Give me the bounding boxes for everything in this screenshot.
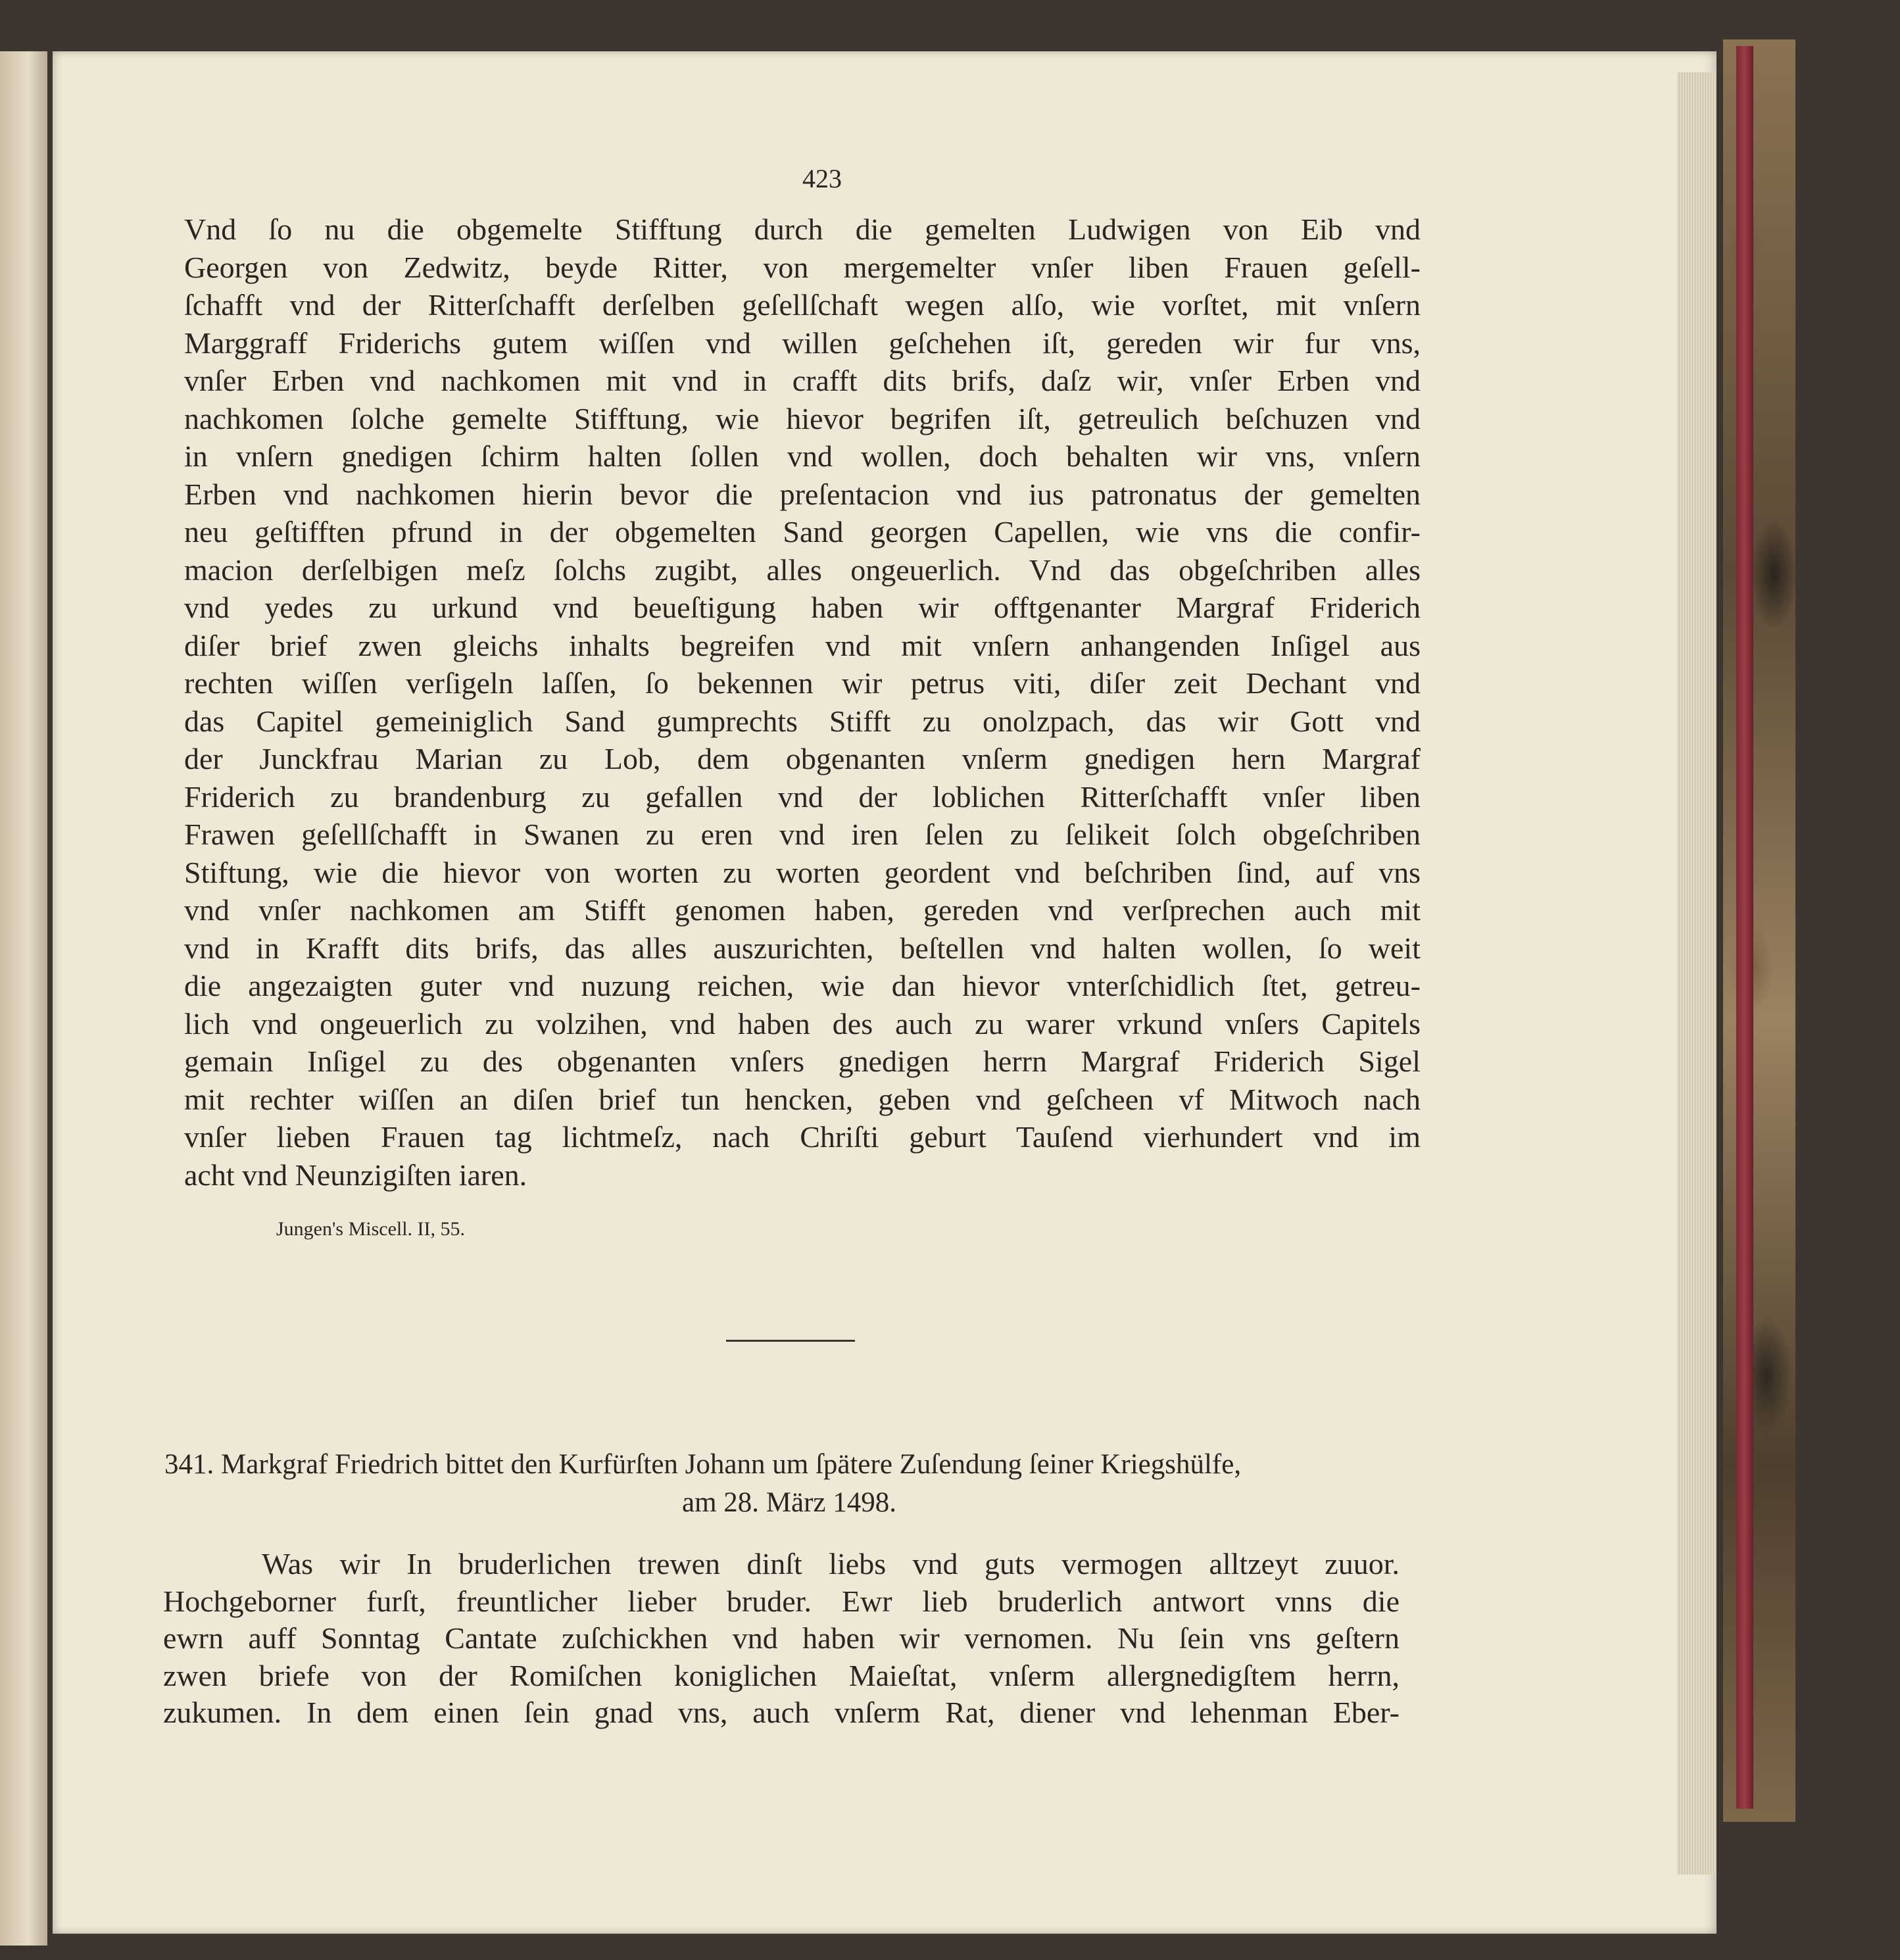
source-citation: Jungen's Miscell. II, 55. xyxy=(276,1218,466,1240)
text-line: ſchafft vnd der Ritterſchafft derſelben geſellſchaft wegen alſo, wie vorſtet, mit vnſern xyxy=(184,288,1421,322)
text-line: das Capitel gemeiniglich Sand gumprechts Stifft zu onolzpach, das wir Gott vnd xyxy=(184,704,1421,738)
text-line: Stiftung, wie die hievor von worten zu worten geordent vnd beſchriben ſind, auf vns xyxy=(184,855,1421,889)
charter-text xyxy=(184,210,1421,1194)
document-title: 341. Markgraf Friedrich bittet den Kurfürſten Johann um ſpätere Zuſendung ſeiner Kriegshülfe, xyxy=(164,1449,1242,1480)
text-line: vnd vnſer nachkomen am Stifft genomen haben, gereden vnd verſprechen auch mit xyxy=(184,893,1421,927)
text-line: Erben vnd nachkomen hierin bevor die preſentacion vnd ius patronatus der gemelten xyxy=(184,477,1421,511)
text-line: nachkomen ſolche gemelte Stifftung, wie hievor begrifen iſt, getreulich beſchuzen vnd xyxy=(184,401,1421,435)
text-line: Friderich zu brandenburg zu gefallen vnd der loblichen Ritterſchafft vnſer liben xyxy=(184,779,1421,814)
previous-page-edge xyxy=(0,51,47,1946)
text-line: lich vnd ongeuerlich zu volzihen, vnd haben des auch zu warer vrkund vnſers Capitels xyxy=(184,1006,1421,1041)
text-line: Marggraff Friderichs gutem wiſſen vnd willen geſchehen iſt, gereden wir fur vns, xyxy=(184,326,1421,360)
text-line: mit rechter wiſſen an diſen brief tun hencken, geben vnd geſcheen vf Mitwoch nach xyxy=(184,1082,1421,1116)
marbled-cover xyxy=(1723,39,1795,1822)
text-line: neu geſtifften pfrund in der obgemelten Sand georgen Capellen, wie vns die confir- xyxy=(184,515,1421,549)
section-divider xyxy=(726,1340,855,1342)
text-line: Vnd ſo nu die obgemelte Stifftung durch die gemelten Ludwigen von Eib vnd xyxy=(184,212,1421,246)
text-line: Georgen von Zedwitz, beyde Ritter, von mergemelter vnſer liben Frauen geſell- xyxy=(184,250,1421,284)
text-line: diſer brief zwen gleichs inhalts begreifen vnd mit vnſern anhangenden Inſigel aus xyxy=(184,628,1421,662)
text-line: in vnſern gnedigen ſchirm halten ſollen vnd wollen, doch behalten wir vns, vnſern xyxy=(184,439,1421,473)
text-line: ewrn auff Sonntag Cantate zuſchickhen vnd haben wir vernomen. Nu ſein vns geſtern xyxy=(163,1621,1400,1655)
text-line: vnſer Erben vnd nachkomen mit vnd in crafft dits brifs, daſz wir, vnſer Erben vnd xyxy=(184,364,1421,397)
book-cover-edge xyxy=(1736,46,1753,1809)
text-line: die angezaigten guter vnd nuzung reichen, wie dan hievor vnterſchidlich ſtet, getreu- xyxy=(184,969,1421,1002)
text-line: der Junckfrau Marian zu Lob, dem obgenanten vnſerm gnedigen hern Margraf xyxy=(184,742,1421,775)
text-line: Hochgeborner furſt, freuntlicher lieber bruder. Ewr lieb bruderlich antwort vnns die xyxy=(163,1584,1400,1618)
text-line: vnd in Krafft dits brifs, das alles auszurichten, beſtellen vnd halten wollen, ſo weit xyxy=(184,931,1421,965)
text-line: vnd yedes zu urkund vnd beueſtigung haben wir offtgenanter Margraf Friderich xyxy=(184,591,1421,624)
text-line: rechten wiſſen verſigeln laſſen, ſo bekennen wir petrus viti, diſer zeit Dechant vnd xyxy=(184,666,1421,700)
text-line: zwen briefe von der Romiſchen koniglichen Maieſtat, vnſerm allergnedigſtem herrn, xyxy=(163,1658,1400,1692)
page-stack-edges xyxy=(1677,72,1717,1874)
document-heading xyxy=(164,1446,1414,1522)
text-line: acht vnd Neunzigiſten iaren. xyxy=(184,1158,527,1192)
text-line: macion derſelbigen meſz ſolchs zugibt, alles ongeuerlich. Vnd das obgeſchriben alles xyxy=(184,552,1421,587)
letter-text xyxy=(163,1546,1400,1732)
text-line: Frawen geſellſchafft in Swanen zu eren vnd iren ſelen zu ſelikeit ſolch obgeſchriben xyxy=(184,818,1421,851)
text-line: zukumen. In dem einen ſein gnad vns, auch vnſerm Rat, diener vnd lehenman Eber- xyxy=(163,1696,1400,1729)
page-number: 423 xyxy=(802,164,842,193)
text-line: vnſer lieben Frauen tag lichtmeſz, nach Chriſti geburt Tauſend vierhundert vnd im xyxy=(184,1120,1421,1154)
document-date: am 28. März 1498. xyxy=(681,1487,896,1518)
text-line: Was wir In bruderlichen trewen dinſt liebs vnd guts vermogen alltzeyt zuuor. xyxy=(262,1547,1400,1580)
text-line: gemain Inſigel zu des obgenanten vnſers gnedigen herrn Margraf Friderich Sigel xyxy=(184,1044,1421,1078)
